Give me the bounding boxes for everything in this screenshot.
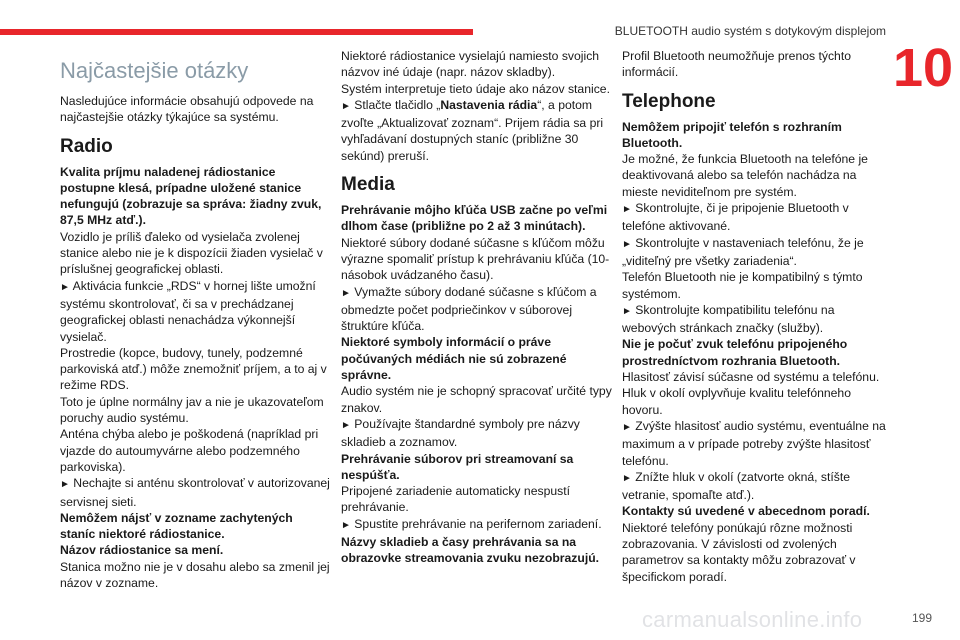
question: Kontakty sú uvedené v abecednom poradí. <box>622 504 870 519</box>
page-number: 199 <box>911 611 932 625</box>
answer: Hlasitosť závisí súčasne od systému a telefónu. <box>622 370 880 385</box>
chapter-number: 10 <box>893 38 954 98</box>
question: Nie je počuť zvuk telefónu pripojeného prostredníctvom rozhrania Bluetooth. <box>622 337 848 368</box>
question: Názvy skladieb a časy prehrávania sa na obrazovke streamovania zvuku nezobrazujú. <box>341 535 600 566</box>
arrow-right-icon: ► <box>60 281 70 293</box>
answer-step-text: Vymažte súbory dodané súčasne s kľúčom a obmedzte počet podpriečinkov v súborovej štruktúre kľúča. <box>341 284 597 334</box>
answer-step-text: Skontrolujte v nastaveniach telefónu, že je „viditeľný pre všetky zariadenia“. <box>622 235 864 268</box>
answer-step <box>622 302 886 337</box>
question: Kvalita príjmu naladenej rádiostanice postupne klesá, prípadne uložené stanice nefungujú (zobrazuje sa správa: žiadny zvuk, 87,5 MHz atď.). <box>60 164 322 228</box>
arrow-right-icon: ► <box>341 100 351 112</box>
answer: Profil Bluetooth neumožňuje prenos týchto informácií. <box>622 49 851 80</box>
answer-step-text: Skontrolujte, či je pripojenie Bluetooth v telefóne aktivované. <box>622 201 849 234</box>
arrow-right-icon: ► <box>341 287 351 299</box>
answer-step-text: Stlačte tlačidlo „ <box>354 97 441 112</box>
answer-step-text: Používajte štandardné symboly pre názvy skladieb a zoznamov. <box>341 416 580 450</box>
page-title: Najčastejšie otázky <box>60 58 249 83</box>
answer-step <box>622 418 886 469</box>
watermark: carmanualsonline.info <box>642 607 863 632</box>
answer: Niektoré rádiostanice vysielajú namiesto svojich názvov iné údaje (napr. názov skladby). <box>341 49 600 80</box>
answer-step <box>341 416 613 451</box>
intro-text: Nasledujúce informácie obsahujú odpovede na najčastejšie otázky týkajúce sa systému. <box>60 94 314 125</box>
answer: Anténa chýba alebo je poškodená (napríklad pri vjazde do autoumyvárne alebo podzemného parkoviska). <box>60 427 319 474</box>
section-title-telephone: Telephone <box>622 90 716 112</box>
answer-step-text: “, a potom zvoľte „Aktualizovať zoznam“. Prijem rádia sa pri vyhľadávaní dostupných staníc (približne 30 sekúnd) preruší. <box>341 97 604 163</box>
answer-step-bold: Nastavenia rádia <box>440 97 538 112</box>
answer-step-text: Znížte hluk v okolí (zatvorte okná, stíšte vetranie, spomaľte atď.). <box>622 469 851 503</box>
answer: Vozidlo je príliš ďaleko od vysielača zvolenej stanice alebo nie je k dispozícii žiaden vysielač v príslušnej geografickej oblasti. <box>60 229 323 277</box>
answer-step <box>622 469 886 504</box>
question: Nemôžem nájsť v zozname zachytených staníc niektoré rádiostanice. <box>60 510 293 542</box>
column-2 <box>341 48 613 567</box>
answer-step <box>60 278 330 345</box>
answer: Stanica možno nie je v dosahu alebo sa zmenil jej názov v zozname. <box>60 559 330 591</box>
answer-step-text: Aktivácia funkcie „RDS“ v hornej lište umožní systému skontrolovať, či sa v prechádzanej geografickej oblasti nenachádza výkonnejší vysielač. <box>60 278 316 344</box>
arrow-right-icon: ► <box>341 519 351 531</box>
answer: Niektoré súbory dodané súčasne s kľúčom môžu výrazne spomaliť prístup k prehrávaniu kľúča (10-násobok uvádzaného času). <box>341 235 610 283</box>
header-title: BLUETOOTH audio systém s dotykovým displejom <box>614 24 886 38</box>
answer-step-text: Spustite prehrávanie na perifernom zariadení. <box>354 516 602 531</box>
question: Prehrávanie súborov pri streamovaní sa nespúšťa. <box>341 451 574 482</box>
answer-step <box>341 284 613 335</box>
section-title-media: Media <box>341 174 395 196</box>
arrow-right-icon: ► <box>622 238 632 250</box>
arrow-right-icon: ► <box>622 204 632 216</box>
section-title-radio: Radio <box>60 135 113 157</box>
column-1 <box>60 50 330 591</box>
answer: Audio systém nie je schopný spracovať určité typy znakov. <box>341 384 612 415</box>
answer-step-text: Zvýšte hlasitosť audio systému, eventuálne na maximum a v prípade potreby zvýšte hlasitosť telefónu. <box>622 418 886 468</box>
answer-step <box>341 516 613 534</box>
answer-step <box>622 200 886 235</box>
answer-step <box>622 235 886 270</box>
answer: Toto je úplne normálny jav a nie je ukazovateľom poruchy audio systému. <box>60 394 324 426</box>
answer: Prostredie (kopce, budovy, tunely, podzemné parkoviská atď.) môže znemožniť príjem, a to aj v režime RDS. <box>60 345 327 393</box>
question: Nemôžem pripojiť telefón s rozhraním Bluetooth. <box>622 119 842 150</box>
arrow-right-icon: ► <box>60 479 70 491</box>
answer-step <box>341 97 613 164</box>
answer-step-text: Skontrolujte kompatibilitu telefónu na webových stránkach značky (služby). <box>622 302 835 336</box>
answer: Je možné, že funkcia Bluetooth na telefóne je deaktivovaná alebo sa telefón nachádza na mieste neviditeľnom pre systém. <box>622 152 868 199</box>
answer-step-text: Nechajte si anténu skontrolovať v autorizovanej servisnej sieti. <box>60 476 330 509</box>
answer: Niektoré telefóny ponúkajú rôzne možnosti zobrazovania. V závislosti od zvolených parametrov sa kontakty môžu zobrazovať v špecifickom poradí. <box>622 520 856 584</box>
answer-step <box>60 475 330 510</box>
answer: Pripojené zariadenie automaticky nespustí prehrávanie. <box>341 484 570 515</box>
answer: Telefón Bluetooth nie je kompatibilný s týmto systémom. <box>622 270 863 301</box>
question: Niektoré symboly informácií o práve počúvaných médiách nie sú zobrazené správne. <box>341 335 567 383</box>
column-3 <box>622 48 886 585</box>
question: Názov rádiostanice sa mení. <box>60 543 224 558</box>
header-accent-bar <box>0 29 473 35</box>
arrow-right-icon: ► <box>622 472 632 484</box>
answer: Hluk v okolí ovplyvňuje kvalitu telefónneho hovoru. <box>622 386 851 417</box>
question: Prehrávanie môjho kľúča USB začne po veľmi dlhom čase (približne po 2 až 3 minútach). <box>341 203 608 234</box>
arrow-right-icon: ► <box>341 419 351 431</box>
arrow-right-icon: ► <box>622 305 632 317</box>
arrow-right-icon: ► <box>622 421 632 433</box>
answer: Systém interpretuje tieto údaje ako názov stanice. <box>341 81 610 96</box>
